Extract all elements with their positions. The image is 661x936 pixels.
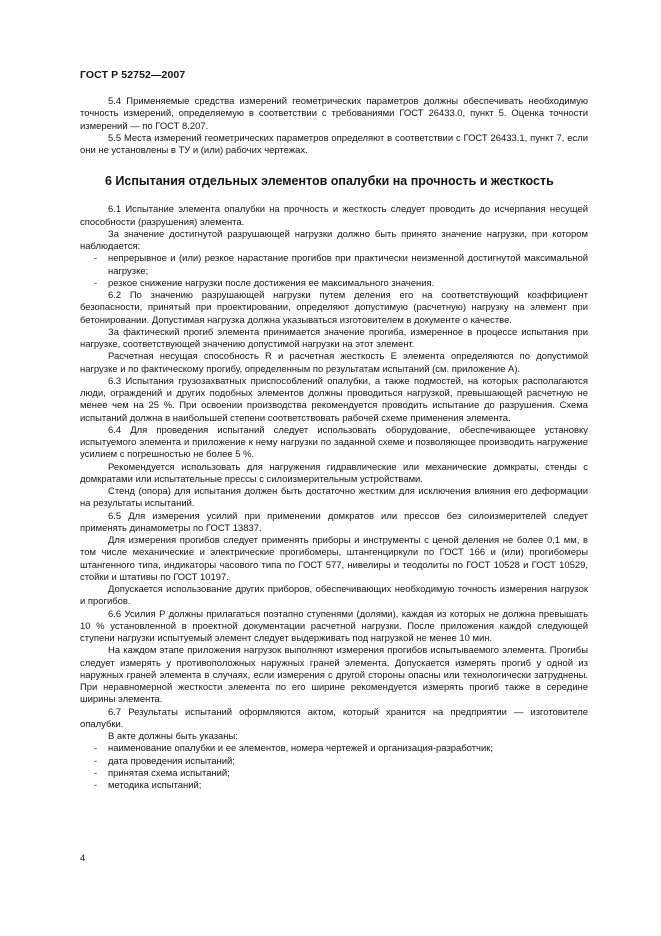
document-header-code: ГОСТ Р 52752—2007 bbox=[80, 69, 186, 81]
section-6-body bbox=[80, 204, 588, 792]
list-item-text: принятая схема испытаний; bbox=[108, 767, 230, 779]
list-item-text: наименование опалубки и ее элементов, номера чертежей и организация-разработчик; bbox=[108, 743, 493, 755]
paragraph: В акте должны быть указаны: bbox=[108, 731, 238, 742]
list-item bbox=[80, 278, 588, 290]
list-dash: - bbox=[94, 780, 98, 791]
paragraph: На каждом этапе приложения нагрузок выполняют измерения прогибов испытываемого элемента. Прогибы следует измерять у противоположных наружных граней элемента. Допускается измерять прогиб у одной из наружных граней элемента в случаях, если измерения с другой стороны опасны или технологически затруднены. При неравномерной жесткости элемента по его ширине рекомендуется измерять прогиб также в середине ширины элемента. bbox=[80, 645, 588, 706]
document-body bbox=[80, 96, 588, 792]
paragraph: Стенд (опора) для испытания должен быть достаточно жестким для исключения влияния его деформации на результаты испытаний. bbox=[80, 486, 588, 510]
list-dash: - bbox=[94, 277, 98, 289]
section-6-title: 6 Испытания отдельных элементов опалубки на прочность и жесткость bbox=[105, 174, 554, 189]
list-dash: - bbox=[94, 253, 98, 265]
paragraph: 6.6 Усилия P должны прилагаться поэтапно ступенями (долями), каждая из которых не должна превышать 10 % установленной в проектной документации расчетной нагрузки. После приложения каждой следующей ступени нагрузки испытуемый элемент следует выдерживать под нагрузкой не менее 10 мин. bbox=[80, 608, 588, 644]
paragraph: 6.3 Испытания грузозахватных приспособлений опалубки, а также подмостей, на которых располагаются люди, ограждений и других подобных элементов должны проводиться нагрузкой, превышающей расчетную не менее чем на 25 %. При освоении производства рекомендуется проводить испытание до разрушения. Схема испытаний должна в наибольшей степени соответствовать рабочей схеме применения элемента. bbox=[80, 375, 588, 424]
list-item-text: резкое снижение нагрузки после достижения ее максимального значения. bbox=[108, 277, 435, 289]
paragraph: Для измерения прогибов следует применять приборы и инструменты с ценой деления не более 0,1 мм, в том числе механические и электрические прогибомеры, штангенциркули по ГОСТ 166 и (или) прогибомеры штангенного типа, индикаторы часового типа по ГОСТ 577, нивелиры и теодолиты по ГОСТ 10528 и ГОСТ 10529, стойки и штативы по ГОСТ 10197. bbox=[80, 535, 588, 583]
list-item bbox=[80, 780, 588, 792]
page-number: 4 bbox=[80, 853, 86, 864]
paragraph: 6.7 Результаты испытаний оформляются актом, который хранится на предприятии — изготовителе опалубки. bbox=[80, 706, 588, 730]
paragraph: 6.1 Испытание элемента опалубки на прочность и жесткость следует проводить до исчерпания несущей способности (разрушения) элемента. bbox=[80, 204, 588, 228]
list-item-text: непрерывное и (или) резкое нарастание прогибов при практически неизменной достигнутой максимальной нагрузке; bbox=[108, 253, 588, 277]
paragraph: Рекомендуется использовать для нагружения гидравлические или механические домкраты, стенды с домкратами или испытательные прессы с силоизмерительным устройствами. bbox=[80, 461, 588, 485]
list-dash: - bbox=[94, 767, 98, 779]
paragraph: 6.2 По значению разрушающей нагрузки путем деления его на соответствующий коэффициент безопасности, принятый при проектировании, определяют допустимую (расчетную) нагрузку на элемент при бетонировании. Допустимая нагрузка должна указываться изготовителем в документе о качестве. bbox=[80, 290, 588, 326]
paragraph-5-5: 5.5 Места измерений геометрических параметров определяют в соответствии с ГОСТ 26433.1, пункт 7, если они не установлены в ТУ и (или) рабочих чертежах. bbox=[80, 132, 588, 156]
list-item-text: дата проведения испытаний; bbox=[108, 755, 235, 767]
list-item-text: методика испытаний; bbox=[108, 780, 202, 791]
paragraph-5-4: 5.4 Применяемые средства измерений геометрических параметров должны обеспечивать необходимую точность измерений, определяемую в соответствии с требованиями ГОСТ 26433.0, пункт 5. Оценка точности измерений — по ГОСТ 8.207. bbox=[80, 96, 588, 132]
list-item bbox=[80, 743, 588, 755]
paragraph: 6.4 Для проведения испытаний следует использовать оборудование, обеспечивающее установку испытуемого элемента и приложение к нему нагрузки по заданной схеме и позволяющее производить нагружение усилием с погрешностью не более 5 %. bbox=[80, 424, 588, 461]
list-item bbox=[80, 253, 588, 278]
paragraph: Расчетная несущая способность R и расчетная жесткость E элемента определяются по допустимой нагрузке и по фактическому прогибу, определенным по результатам испытаний (см. приложение А). bbox=[80, 351, 588, 375]
paragraph: 6.5 Для измерения усилий при применении домкратов или прессов без силоизмерителей следует применять динамометры по ГОСТ 13837. bbox=[80, 510, 588, 534]
list-item bbox=[80, 756, 588, 768]
paragraph: Допускается использование других приборов, обеспечивающих необходимую точность измерения нагрузок и прогибов. bbox=[80, 584, 588, 608]
list-dash: - bbox=[94, 755, 98, 767]
paragraph: За фактический прогиб элемента принимается значение прогиба, измеренное в процессе испытания при нагрузке, соответствующей значению допустимой нагрузки на этот элемент. bbox=[80, 326, 588, 350]
list-dash: - bbox=[94, 743, 98, 755]
paragraph: За значение достигнутой разрушающей нагрузки должно быть принято значение нагрузки, при котором наблюдается: bbox=[80, 228, 588, 252]
list-item bbox=[80, 768, 588, 780]
